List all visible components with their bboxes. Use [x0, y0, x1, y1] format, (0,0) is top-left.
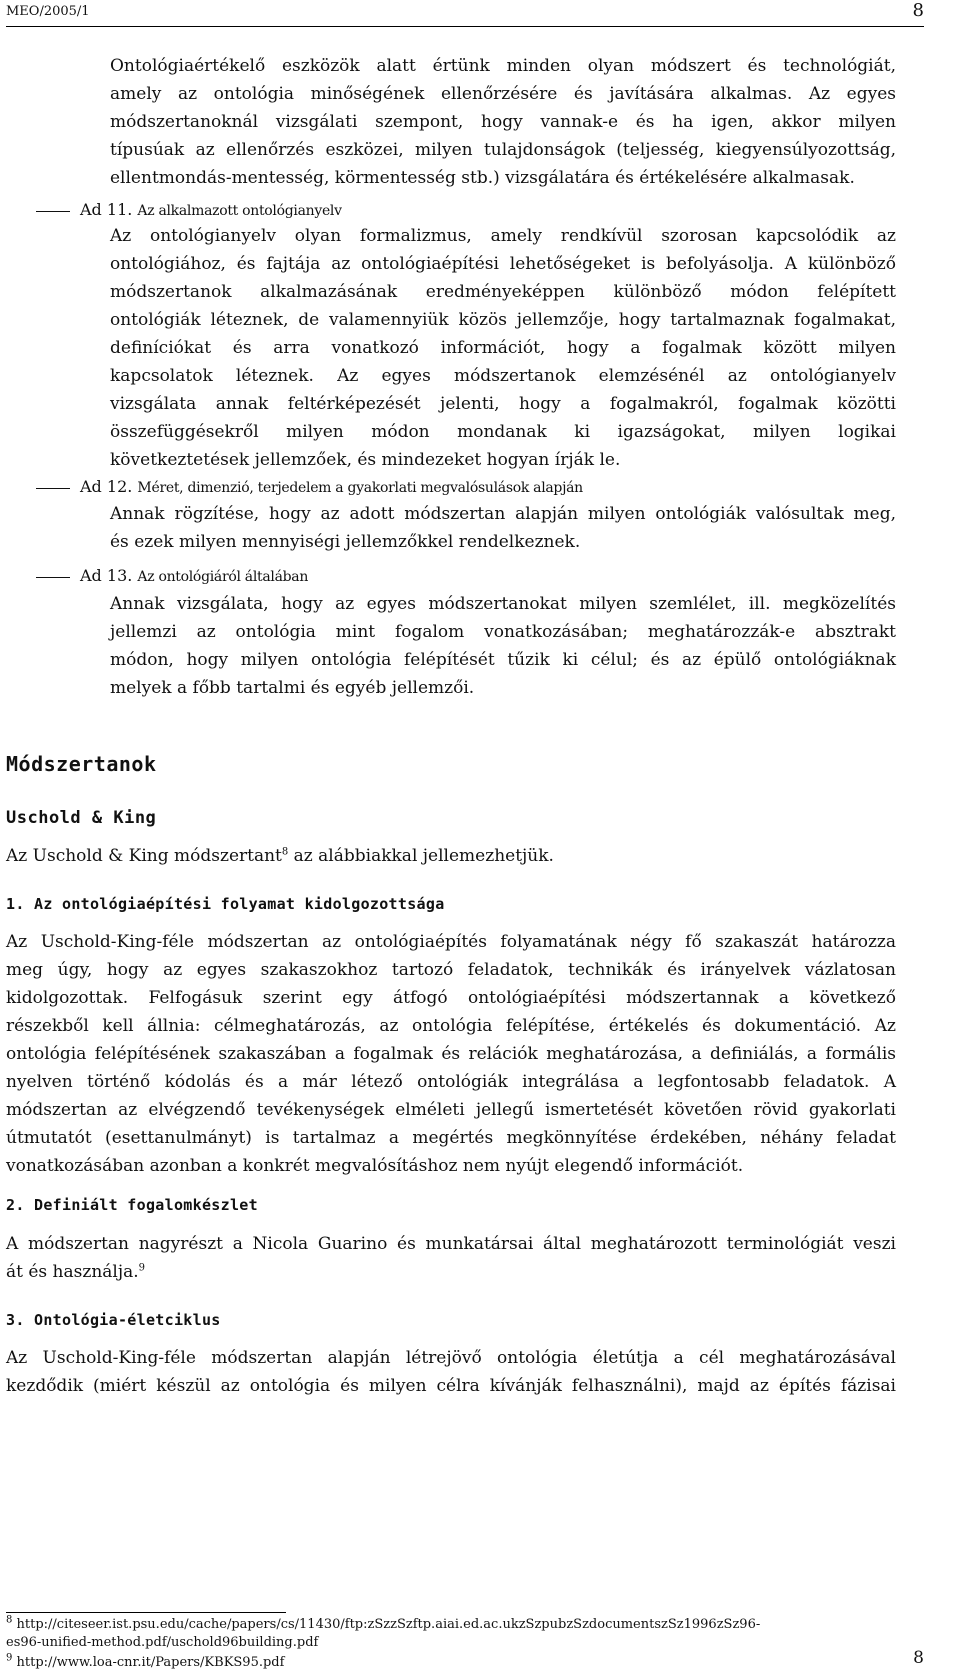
text-line: Ontológiaértékelő eszközök alatt értünk minden olyan módszert és technológiát, — [110, 56, 896, 76]
text-line: módszertanok alkalmazásának eredményeképpen különböző módon felépített — [110, 282, 896, 302]
footer-page-number: 8 — [913, 1648, 924, 1668]
text-run: az alábbiakkal jellemezhetjük. — [288, 846, 554, 866]
s3-paragraph — [6, 1344, 896, 1400]
text-line: ontológiák léteznek, de valamennyiük közös jellemzője, hogy tartalmaznak fogalmakat, — [110, 310, 896, 330]
text-line: következtetések jellemzőek, és mindezeket hogyan írják le. — [110, 450, 621, 470]
ad13-heading — [80, 564, 308, 589]
subsection-title-3: 3. Ontológia-életciklus — [6, 1311, 221, 1329]
text-line — [6, 1258, 896, 1286]
list-dash — [36, 211, 70, 212]
ad11-paragraph — [110, 222, 896, 474]
text-line: nyelven történő kódolás és a már létező ontológiák integrálása a legfontosabb feladatok. A — [6, 1072, 896, 1092]
text-line: Az ontológianyelv olyan formalizmus, amely rendkívül szorosan kapcsolódik az — [110, 226, 896, 246]
text-run: Az Uschold & King módszertant — [6, 846, 282, 866]
text-line: részekből kell állnia: célmeghatározás, az ontológia felépítése, értékelés és dokumentáció. Az — [6, 1016, 896, 1036]
text-line: meg úgy, hogy az egyes szakaszokhoz tartozó feladatok, technikák és irányelvek vázlatosan — [6, 960, 896, 980]
subsection-title-2: 2. Definiált fogalomkészlet — [6, 1196, 258, 1214]
text-line: Az Uschold-King-féle módszertan alapján létrejövő ontológia életútja a cél meghatározásával — [6, 1348, 896, 1368]
text-line: ellentmondás-mentesség, körmentesség stb.) vizsgálatára és értékelésére alkalmasak. — [110, 168, 855, 188]
ad-title: Az ontológiáról általában — [137, 569, 309, 585]
ad11-heading — [80, 198, 342, 223]
text-line: útmutatót (esettanulmányt) is tartalmaz a megértés megkönnyítése érdekében, néhány feladat — [6, 1128, 896, 1148]
subsection-title-1: 1. Az ontológiaépítési folyamat kidolgozottsága — [6, 895, 445, 913]
list-dash — [36, 577, 70, 578]
text-line: Annak vizsgálata, hogy az egyes módszertanokat milyen szemlélet, ill. megközelítés — [110, 594, 896, 614]
text-line: és ezek milyen mennyiségi jellemzőkkel rendelkeznek. — [110, 532, 581, 552]
text-line: vonatkozásában azonban a konkrét megvalósításhoz nem nyújt elegendő információt. — [6, 1156, 744, 1176]
footnote-9 — [6, 1654, 284, 1672]
journal-issue: MEO/2005/1 — [6, 4, 90, 19]
footnote-mark: 9 — [6, 1652, 13, 1664]
ad-number: Ad 11. — [80, 200, 133, 219]
running-header — [6, 0, 924, 27]
text-line: összefüggésekről milyen módon mondanak ki igazságokat, milyen logikai — [110, 422, 896, 442]
footnote-mark: 8 — [6, 1614, 13, 1626]
ad12-heading — [80, 475, 583, 500]
text-line: kapcsolatok léteznek. Az egyes módszertanok elemzésénél az ontológianyelv — [110, 366, 896, 386]
section-title: Módszertanok — [6, 752, 157, 776]
list-dash — [36, 488, 70, 489]
ad-title: Méret, dimenzió, terjedelem a gyakorlati megvalósulások alapján — [137, 480, 583, 496]
header-page-number: 8 — [912, 0, 924, 21]
text-line: definíciókat és arra vonatkozó információt, hogy a fogalmak között milyen — [110, 338, 896, 358]
footnote-ref: 9 — [138, 1262, 146, 1274]
text-line: ontológia felépítésének szakaszában a fogalmak és relációk meghatározása, a definiálás, a formális — [6, 1044, 896, 1064]
ad-title: Az alkalmazott ontológianyelv — [137, 203, 342, 219]
text-line: amely az ontológia minőségének ellenőrzésére és javítására alkalmas. Az egyes — [110, 84, 896, 104]
footnote-8 — [6, 1616, 760, 1652]
text-line: Az Uschold-King-féle módszertan az ontológiaépítés folyamatának négy fő szakaszát határozza — [6, 932, 896, 952]
ad12-paragraph — [110, 500, 896, 556]
footnote-link[interactable]: http://citeseer.ist.psu.edu/cache/papers/cs/11430/ftp:zSzzSzftp.aiai.ed.ac.ukzSzpubzSzdocumentszSz1996zSz96- — [16, 1617, 761, 1632]
s2-paragraph — [6, 1230, 896, 1286]
ad-number: Ad 12. — [80, 477, 133, 496]
footnote-link[interactable]: http://www.loa-cnr.it/Papers/KBKS95.pdf — [16, 1655, 285, 1670]
text-line: Annak rögzítése, hogy az adott módszertan alapján milyen ontológiák valósultak meg, — [110, 504, 896, 524]
text-line: kezdődik (miért készül az ontológia és milyen célra kívánják felhasználni), majd az építés fázisai — [6, 1376, 896, 1396]
text-line: A módszertan nagyrészt a Nicola Guarino és munkatársai által meghatározott terminológiát veszi — [6, 1234, 896, 1254]
section-intro — [6, 842, 906, 870]
section-subtitle: Uschold & King — [6, 808, 157, 828]
text-line: vizsgálata annak feltérképezését jelenti, hogy a fogalmakról, fogalmak közötti — [110, 394, 896, 414]
text-line: módszertanoknál vizsgálati szempont, hogy vannak-e és ha igen, akkor milyen — [110, 112, 896, 132]
footnote-rule — [6, 1612, 286, 1613]
text-line: ontológiához, és fajtája az ontológiaépítési lehetőségeket is befolyásolja. A különböző — [110, 254, 896, 274]
intro-paragraph — [110, 52, 896, 192]
ad-number: Ad 13. — [80, 566, 133, 585]
ad13-paragraph — [110, 590, 896, 702]
text-line: melyek a főbb tartalmi és egyéb jellemzői. — [110, 678, 475, 698]
text-line: módon, hogy milyen ontológia felépítését tűzik ki célul; és az épülő ontológiáknak — [110, 650, 896, 670]
text-line: jellemzi az ontológia mint fogalom vonatkozásában; meghatározzák-e absztrakt — [110, 622, 896, 642]
text-run: át és használja. — [6, 1262, 139, 1282]
s1-paragraph — [6, 928, 896, 1180]
footnote-ref: 8 — [281, 846, 289, 858]
footnote-link-cont[interactable]: es96-unified-method.pdf/uschold96building.pdf — [6, 1635, 319, 1650]
text-line — [6, 1616, 760, 1634]
text-line: típusúak az ellenőrzés eszközei, milyen tulajdonságok (teljesség, kiegyensúlyozottság, — [110, 140, 896, 160]
text-line: módszertan az elvégzendő tevékenységek elméleti jellegű ismertetését követően rövid gyakorlati — [6, 1100, 896, 1120]
text-line: kidolgozottak. Felfogásuk szerint egy átfogó ontológiaépítési módszertannak a következő — [6, 988, 896, 1008]
